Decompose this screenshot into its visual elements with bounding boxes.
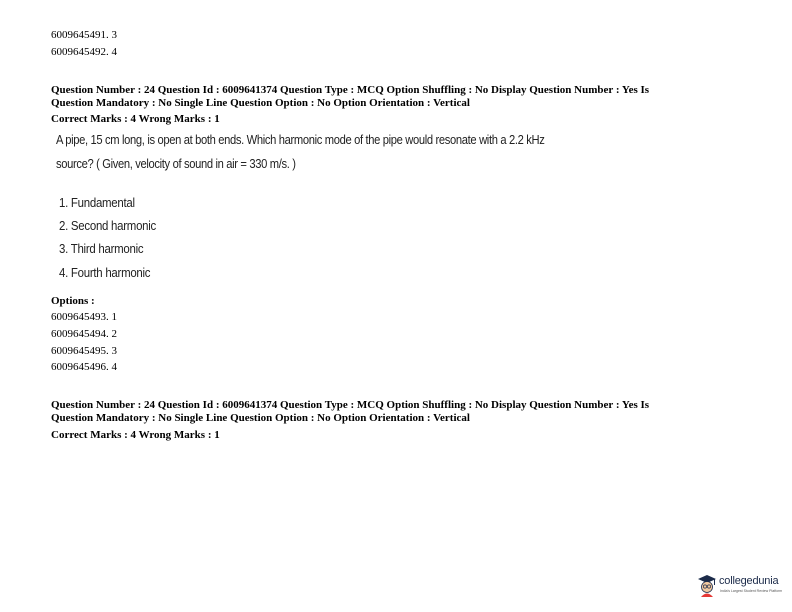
prev-option-line: 6009645492. 4 (51, 46, 117, 58)
choice-item: 4. Fourth harmonic (59, 265, 151, 280)
next-question-meta-line1: Question Number : 24 Question Id : 6009641374 Question Type : MCQ Option Shuffling : No Display Question Number : Yes Is (51, 399, 650, 411)
choice-item: 3. Third harmonic (59, 241, 144, 256)
prev-option-line: 6009645491. 3 (51, 29, 117, 41)
question-meta-line1: Question Number : 24 Question Id : 6009641374 Question Type : MCQ Option Shuffling : No Display Question Number : Yes Is (51, 84, 650, 96)
choice-item: 2. Second harmonic (59, 218, 157, 233)
question-meta-line2: Question Mandatory : No Single Line Question Option : No Option Orientation : Vertical (51, 97, 470, 109)
next-question-marks: Correct Marks : 4 Wrong Marks : 1 (51, 429, 220, 441)
graduate-mascot-icon (697, 574, 717, 598)
option-id-line: 6009645495. 3 (51, 345, 117, 357)
option-id-line: 6009645494. 2 (51, 328, 117, 340)
next-question-meta (51, 399, 721, 425)
choice-item: 1. Fundamental (59, 195, 135, 210)
collegedunia-logo (697, 572, 787, 600)
question-text-line1: A pipe, 15 cm long, is open at both ends. Which harmonic mode of the pipe would resonate with a 2.2 kHz (56, 132, 545, 147)
question-text-line2: source? ( Given, velocity of sound in air = 330 m/s. ) (56, 156, 296, 171)
logo-wordmark: collegedunia (719, 575, 779, 587)
options-label: Options : (51, 295, 95, 307)
next-question-meta-line2: Question Mandatory : No Single Line Question Option : No Option Orientation : Vertical (51, 412, 470, 424)
question-marks: Correct Marks : 4 Wrong Marks : 1 (51, 113, 220, 125)
option-id-line: 6009645493. 1 (51, 311, 117, 323)
option-id-line: 6009645496. 4 (51, 361, 117, 373)
logo-tagline: India's Largest Student Review Platform (720, 589, 783, 593)
question-meta (51, 84, 721, 110)
